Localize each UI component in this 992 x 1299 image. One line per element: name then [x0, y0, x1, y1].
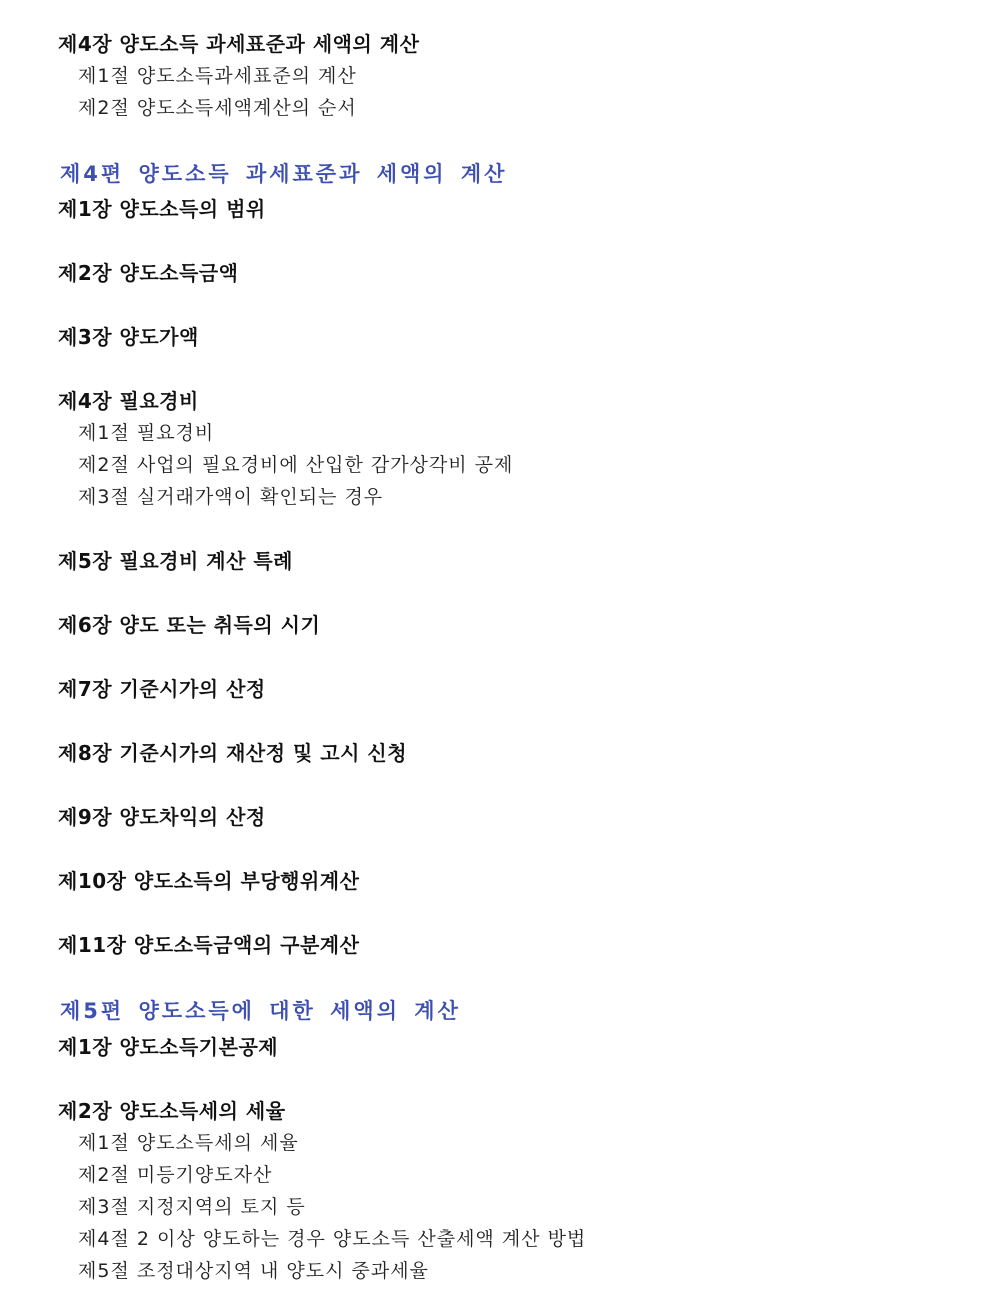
toc-chapter: 제4장 양도소득 과세표준과 세액의 계산 — [58, 32, 420, 56]
toc-chapter: 제5장 필요경비 계산 특례 — [58, 549, 294, 573]
toc-chapter: 제2장 양도소득금액 — [58, 261, 239, 285]
toc-part-heading: 제5편 양도소득에 대한 세액의 계산 — [60, 999, 461, 1023]
toc-chapter: 제9장 양도차익의 산정 — [58, 805, 266, 829]
toc-chapter: 제8장 기준시가의 재산정 및 고시 신청 — [58, 741, 408, 765]
toc-section: 제2절 미등기양도자산 — [78, 1164, 273, 1186]
toc-chapter: 제11장 양도소득금액의 구분계산 — [58, 933, 360, 957]
toc-chapter: 제7장 기준시가의 산정 — [58, 677, 266, 701]
toc-chapter: 제1장 양도소득의 범위 — [58, 197, 266, 221]
toc-section: 제3절 지정지역의 토지 등 — [78, 1196, 306, 1218]
toc-chapter: 제6장 양도 또는 취득의 시기 — [58, 613, 321, 637]
toc-chapter: 제3장 양도가액 — [58, 325, 199, 349]
toc-section: 제5절 조정대상지역 내 양도시 중과세율 — [78, 1260, 429, 1282]
toc-chapter: 제1장 양도소득기본공제 — [58, 1035, 279, 1059]
toc-section: 제1절 필요경비 — [78, 422, 215, 444]
toc-chapter: 제10장 양도소득의 부당행위계산 — [58, 869, 360, 893]
toc-section: 제2절 사업의 필요경비에 산입한 감가상각비 공제 — [78, 454, 514, 476]
toc-part-heading: 제4편 양도소득 과세표준과 세액의 계산 — [60, 162, 508, 186]
toc-section: 제4절 2 이상 양도하는 경우 양도소득 산출세액 계산 방법 — [78, 1228, 587, 1250]
toc-section: 제1절 양도소득세의 세율 — [78, 1132, 299, 1154]
toc-section: 제2절 양도소득세액계산의 순서 — [78, 97, 357, 119]
toc-chapter: 제4장 필요경비 — [58, 389, 199, 413]
toc-chapter: 제2장 양도소득세의 세율 — [58, 1099, 286, 1123]
toc-section: 제1절 양도소득과세표준의 계산 — [78, 65, 357, 87]
toc-section: 제3절 실거래가액이 확인되는 경우 — [78, 486, 384, 508]
